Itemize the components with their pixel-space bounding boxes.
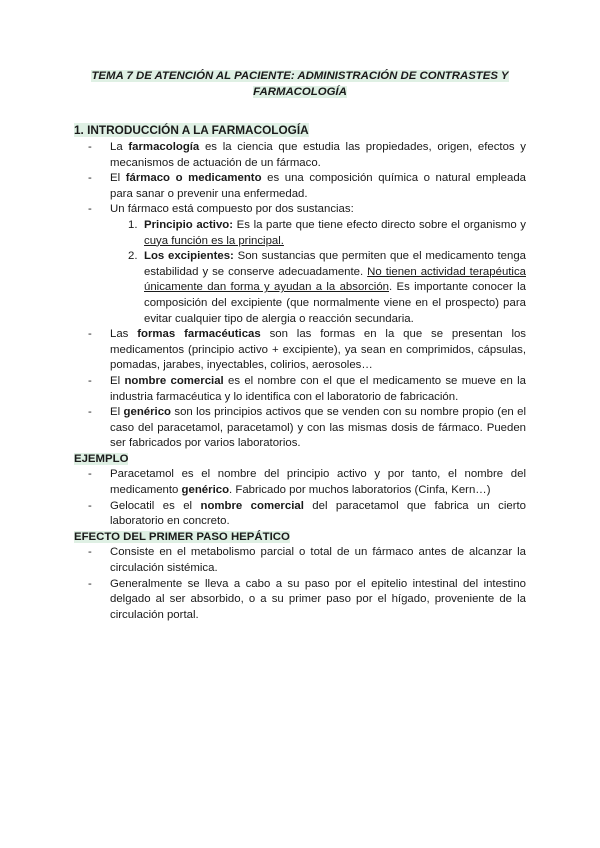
list-item: 2. Los excipientes: Son sustancias que permiten que el medicamento tenga estabilidad y se conserve adecuadamente. No tienen actividad terapéutica únicamente dan forma y ayudan a la absorción. Es importante conocer la composición del excipiente (que normalmente viene en el prospecto) para evitar cualquier tipo de alergia o reacción secundaria. [128,250,526,325]
list-item: - El fármaco o medicamento es una composición química o natural empleada para sanar o prevenir una enfermedad. [74,171,526,202]
intro-bullet-list [74,140,526,452]
list-item: - Gelocatil es el nombre comercial del paracetamol que fabrica un cierto laboratorio en concreto. [74,499,526,530]
list-item: - La farmacología es la ciencia que estudia las propiedades, origen, efectos y mecanismos de actuación de un fármaco. [74,140,526,171]
document-title: TEMA 7 DE ATENCIÓN AL PACIENTE: ADMINISTRACIÓN DE CONTRASTES Y FARMACOLOGÍA [91,70,509,98]
list-item: - Las formas farmacéuticas son las formas en la que se presentan los medicamentos (principio activo + excipiente), ya sean en comprimidos, cápsulas, pomadas, jarabes, inyectables, colirios, aerosoles… [74,327,526,374]
list-item: - Paracetamol es el nombre del principio activo y por tanto, el nombre del medicamento genérico. Fabricado por muchos laboratorios (Cinfa, Kern…) [74,467,526,498]
list-item: - El genérico son los principios activos que se venden con su nombre propio (en el caso del paracetamol, paracetamol) y con las mismas dosis de fármaco. Pueden ser fabricados por varios laboratorios. [74,405,526,452]
section-heading-primer-paso-hepatico: EFECTO DEL PRIMER PASO HEPÁTICO [74,530,290,543]
section-heading-introduccion: 1. INTRODUCCIÓN A LA FARMACOLOGÍA [74,123,309,137]
list-item: - Generalmente se lleva a cabo a su paso por el epitelio intestinal del intestino delgado al ser absorbido, o a su primer paso por el hígado, proveniente de la circulación portal. [74,577,526,624]
section-heading-ejemplo: EJEMPLO [74,452,129,465]
components-numbered-list [110,218,526,327]
list-item: - El nombre comercial es el nombre con el que el medicamento se mueve en la industria farmacéutica y lo identifica con el laboratorio de fabricación. [74,374,526,405]
list-item: - Un fármaco está compuesto por dos sustancias: 1. Principio activo: Es la parte que tiene efecto directo sobre el organismo y cuya función es la principal. 2. Los excipientes: Son sustancias que permiten que el medicamento tenga estabilidad y se conserve adecuadamente. No tienen actividad terapéutica únicamente dan forma y ayudan a la absorción. Es importante conocer la composición del excipiente (que normalmente viene en el prospecto) para evitar cualquier tipo de alergia o reacción secundaria. [74,202,526,327]
hepatic-bullet-list [74,545,526,623]
example-bullet-list [74,467,526,529]
list-item: 1. Principio activo: Es la parte que tiene efecto directo sobre el organismo y cuya función es la principal. [128,218,526,247]
list-item: - Consiste en el metabolismo parcial o total de un fármaco antes de alcanzar la circulación sistémica. [74,545,526,576]
